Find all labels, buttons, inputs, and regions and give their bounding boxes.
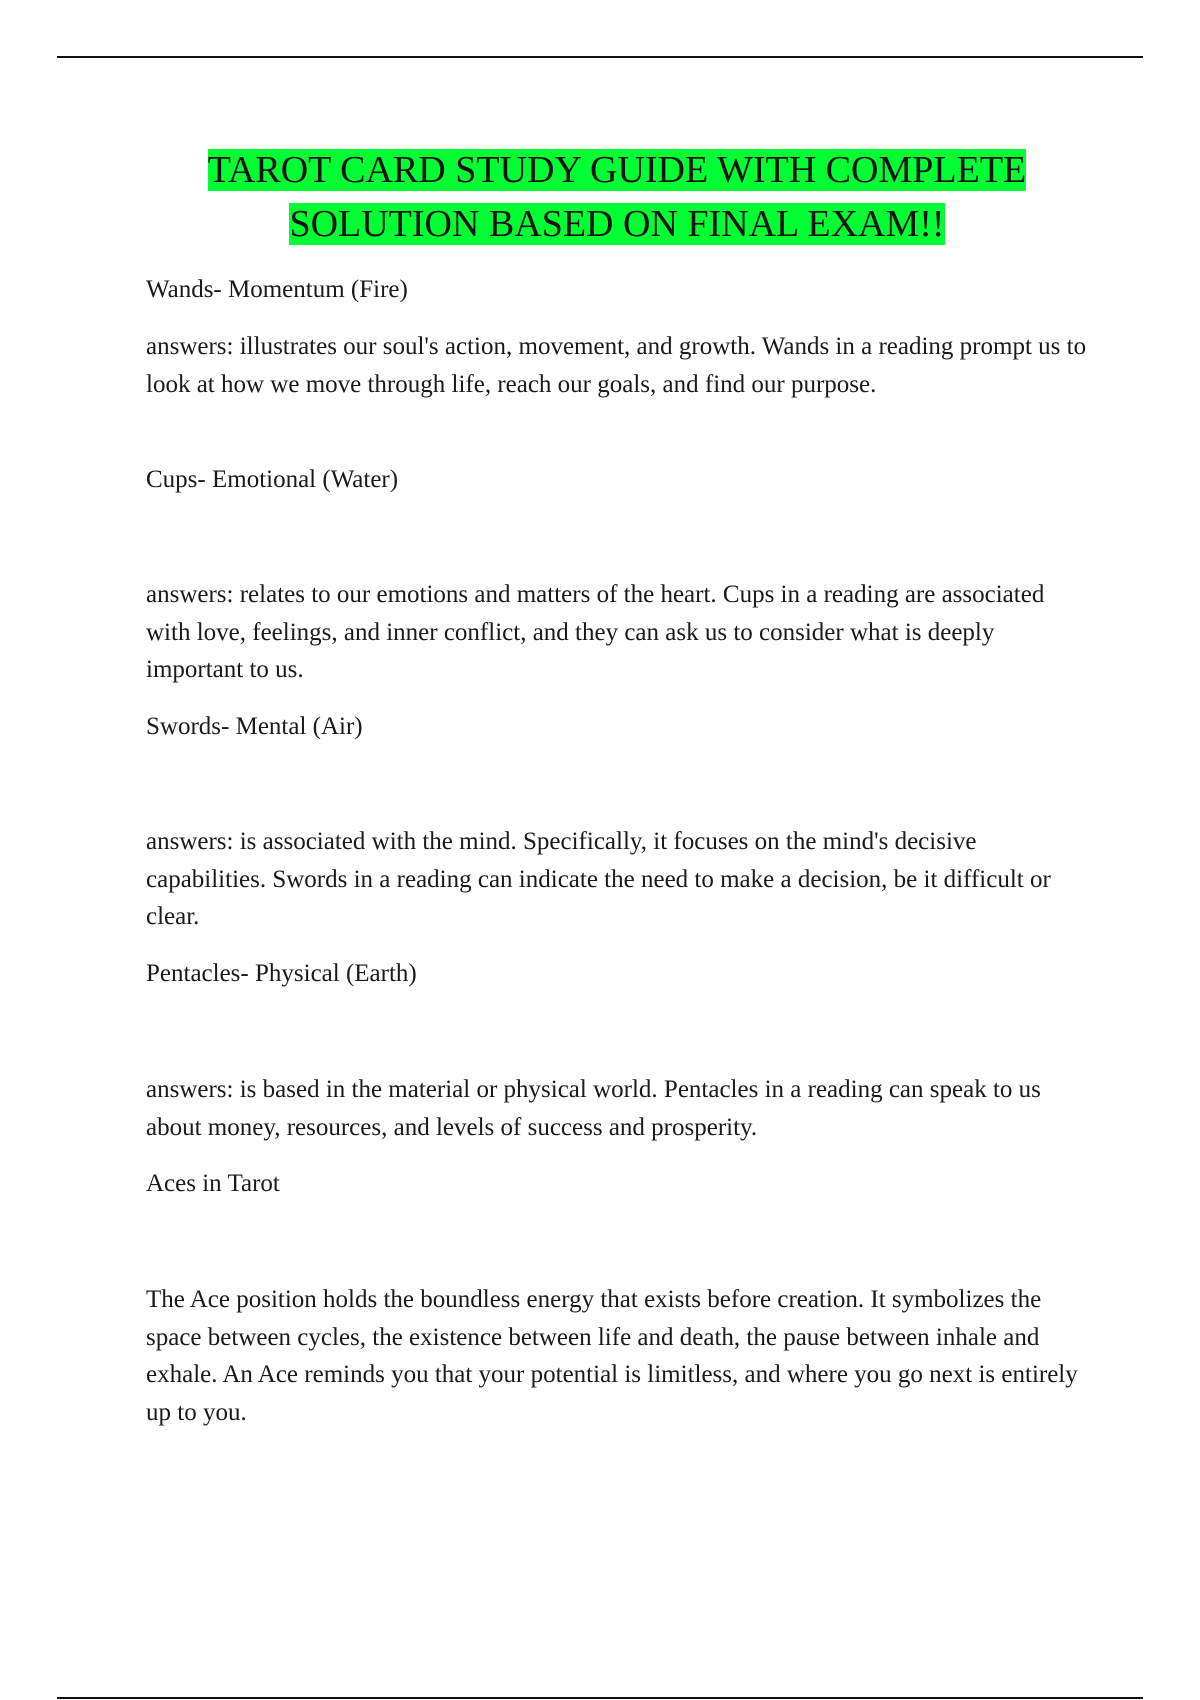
answer-swords: answers: is associated with the mind. Specifically, it focuses on the mind's decisive capabilities. Swords in a reading can indicate the need to make a decision, be it difficult or clear. [146,828,1051,930]
footer-rule [57,1697,1143,1699]
term-wands: Wands- Momentum (Fire) [146,276,408,303]
answer-cups: answers: relates to our emotions and matters of the heart. Cups in a reading are associated with love, feelings, and inner conflict, and they can ask us to consider what is deeply important to us. [146,581,1045,683]
term-pentacles: Pentacles- Physical (Earth) [146,960,417,987]
header-rule [57,56,1143,58]
answer-pentacles: answers: is based in the material or physical world. Pentacles in a reading can speak to us about money, resources, and levels of success and prosperity. [146,1076,1041,1141]
term-aces: Aces in Tarot [146,1170,280,1197]
title-line-2: SOLUTION BASED ON FINAL EXAM!! [289,203,945,245]
term-swords: Swords- Mental (Air) [146,713,363,740]
title-line-1: TAROT CARD STUDY GUIDE WITH COMPLETE [207,149,1027,191]
document-title [0,143,1200,251]
answer-aces: The Ace position holds the boundless energy that exists before creation. It symbolizes the space between cycles, the existence between life and death, the pause between inhale and exhale. An Ace reminds you that your potential is limitless, and where you go next is entirely up to you. [146,1286,1078,1426]
answer-wands: answers: illustrates our soul's action, movement, and growth. Wands in a reading prompt us to look at how we move through life, reach our goals, and find our purpose. [146,333,1087,398]
term-cups: Cups- Emotional (Water) [146,466,399,493]
